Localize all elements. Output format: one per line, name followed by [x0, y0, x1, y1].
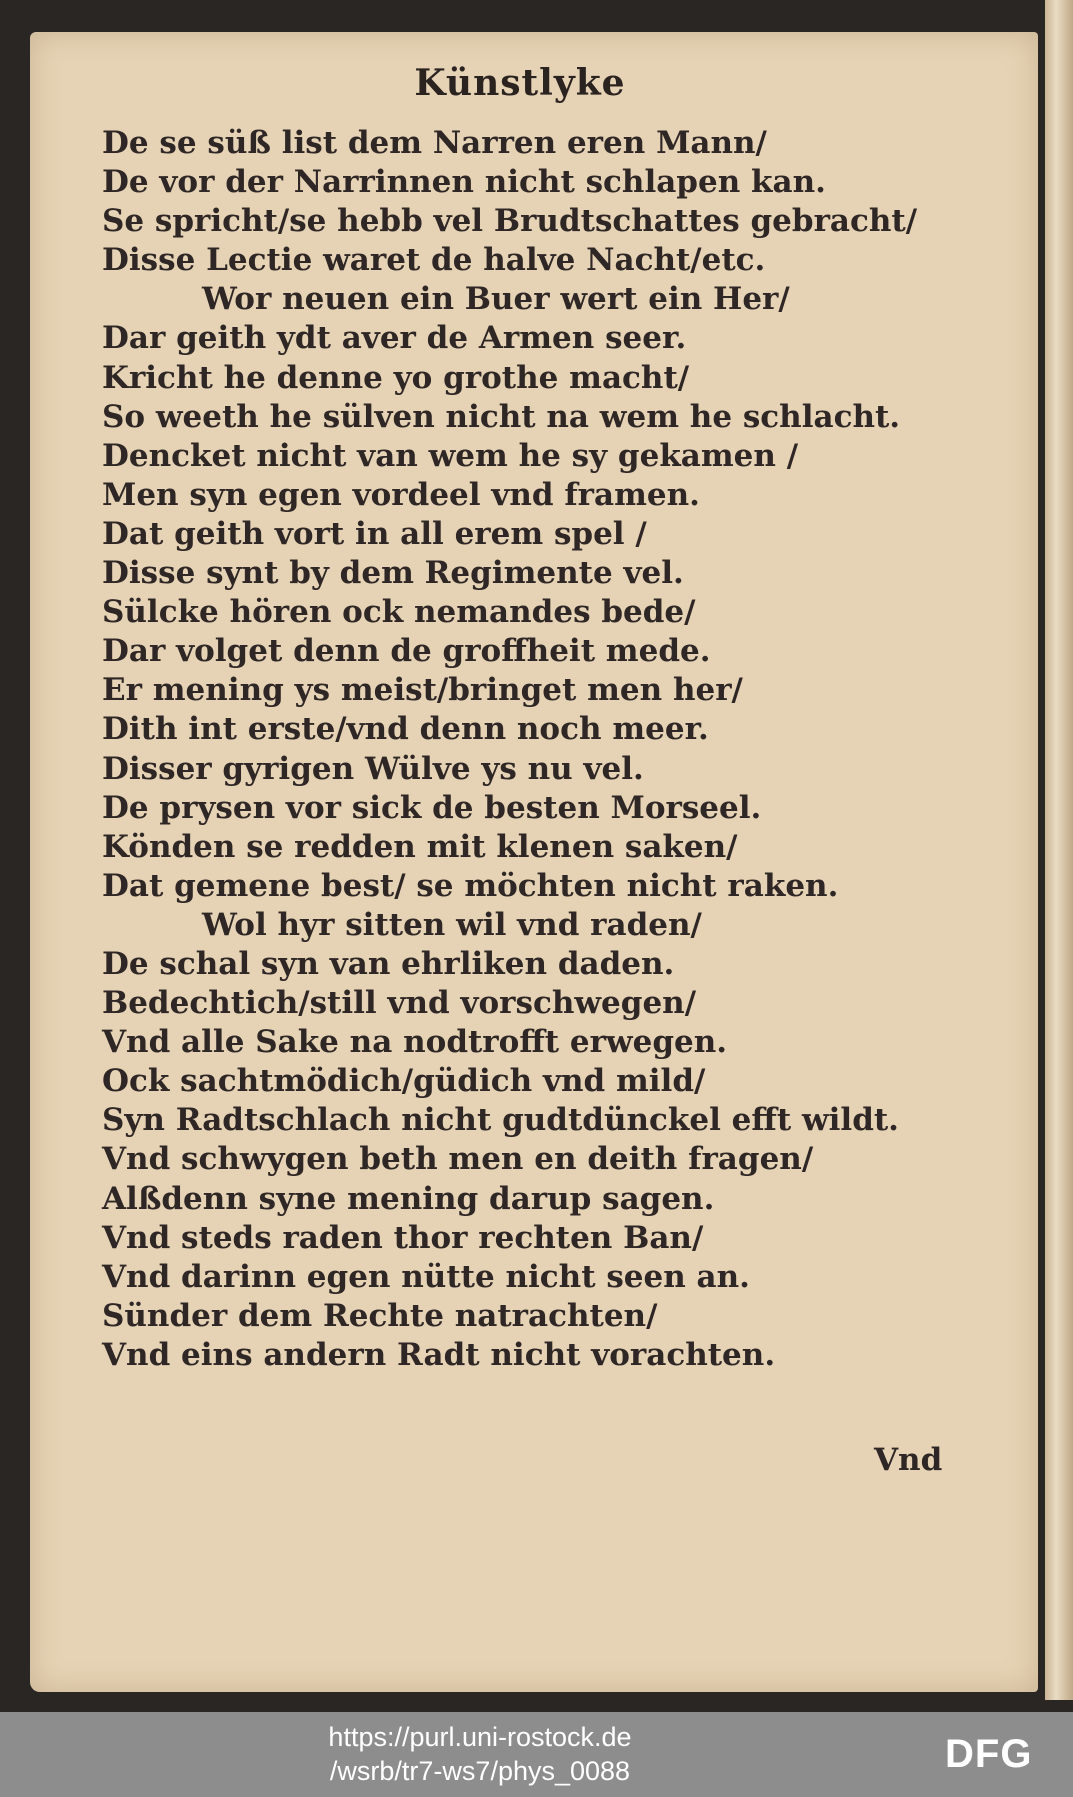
verse-line: Könden se redden mit klenen saken/: [102, 828, 738, 865]
verse-line: Dat geith vort in all erem spel /: [102, 515, 647, 552]
url-line-1[interactable]: https://purl.uni-rostock.de: [328, 1722, 632, 1752]
verse-block: [102, 124, 962, 1375]
verse-line: Vnd steds raden thor rechten Ban/: [102, 1219, 704, 1256]
verse-line: Bedechtich/still vnd vorschwegen/: [102, 985, 697, 1022]
verse-line: Disser gyrigen Wülve ys nu vel.: [102, 750, 644, 787]
verse-line: Sülcke hören ock nemandes bede/: [102, 594, 696, 631]
verse-line: Vnd darinn egen nütte nicht seen an.: [102, 1258, 750, 1295]
verse-line: Er mening ys meist/bringet men her/: [102, 672, 743, 709]
verse-line: Alßdenn syne mening darup sagen.: [102, 1180, 715, 1217]
persistent-url[interactable]: [0, 1720, 960, 1788]
verse-line: Dar geith ydt aver de Armen seer.: [102, 320, 687, 357]
verse-line: Men syn egen vordeel vnd framen.: [102, 476, 700, 513]
verse-line: De vor der Narrinnen nicht schlapen kan.: [102, 164, 826, 201]
verse-line: Vnd eins andern Radt nicht vorachten.: [102, 1336, 776, 1373]
verse-line: Ock sachtmödich/güdich vnd mild/: [102, 1063, 706, 1100]
verse-line: Wol hyr sitten wil vnd raden/: [202, 906, 702, 943]
verse-line: Se spricht/se hebb vel Brudtschattes gebracht/: [102, 203, 918, 240]
verse-line: Dith int erste/vnd denn noch meer.: [102, 711, 709, 748]
verse-line: Vnd schwygen beth men en deith fragen/: [102, 1141, 814, 1178]
verse-line: Syn Radtschlach nicht gudtdünckel efft wildt.: [102, 1102, 899, 1139]
verse-line: Kricht he denne yo grothe macht/: [102, 359, 690, 396]
catchword: Vnd: [874, 1442, 943, 1478]
verse-line: Disse synt by dem Regimente vel.: [102, 555, 684, 592]
footer-bar: [0, 1712, 1073, 1797]
url-line-2[interactable]: /wsrb/tr7-ws7/phys_0088: [329, 1756, 631, 1786]
verse-line: Dar volget denn de groffheit mede.: [102, 633, 711, 670]
verse-line: De schal syn van ehrliken daden.: [102, 945, 675, 982]
verse-line: Vnd alle Sake na nodtrofft erwegen.: [102, 1024, 728, 1061]
verse-line: Dat gemene best/ se möchten nicht raken.: [102, 867, 839, 904]
dfg-logo: DFG: [945, 1732, 1033, 1776]
verse-line: Disse Lectie waret de halve Nacht/etc.: [102, 242, 766, 279]
verse-line: De prysen vor sick de besten Morseel.: [102, 789, 762, 826]
verse-line: Wor neuen ein Buer wert ein Her/: [202, 281, 790, 318]
running-head: Künstlyke: [414, 62, 626, 104]
verse-line: Dencket nicht van wem he sy gekamen /: [102, 437, 799, 474]
verse-line: So weeth he sülven nicht na wem he schlacht.: [102, 398, 901, 435]
verse-line: Sünder dem Rechte natrachten/: [102, 1297, 658, 1334]
book-page-edge: [1045, 0, 1073, 1700]
verse-line: De se süß list dem Narren eren Mann/: [102, 125, 767, 161]
